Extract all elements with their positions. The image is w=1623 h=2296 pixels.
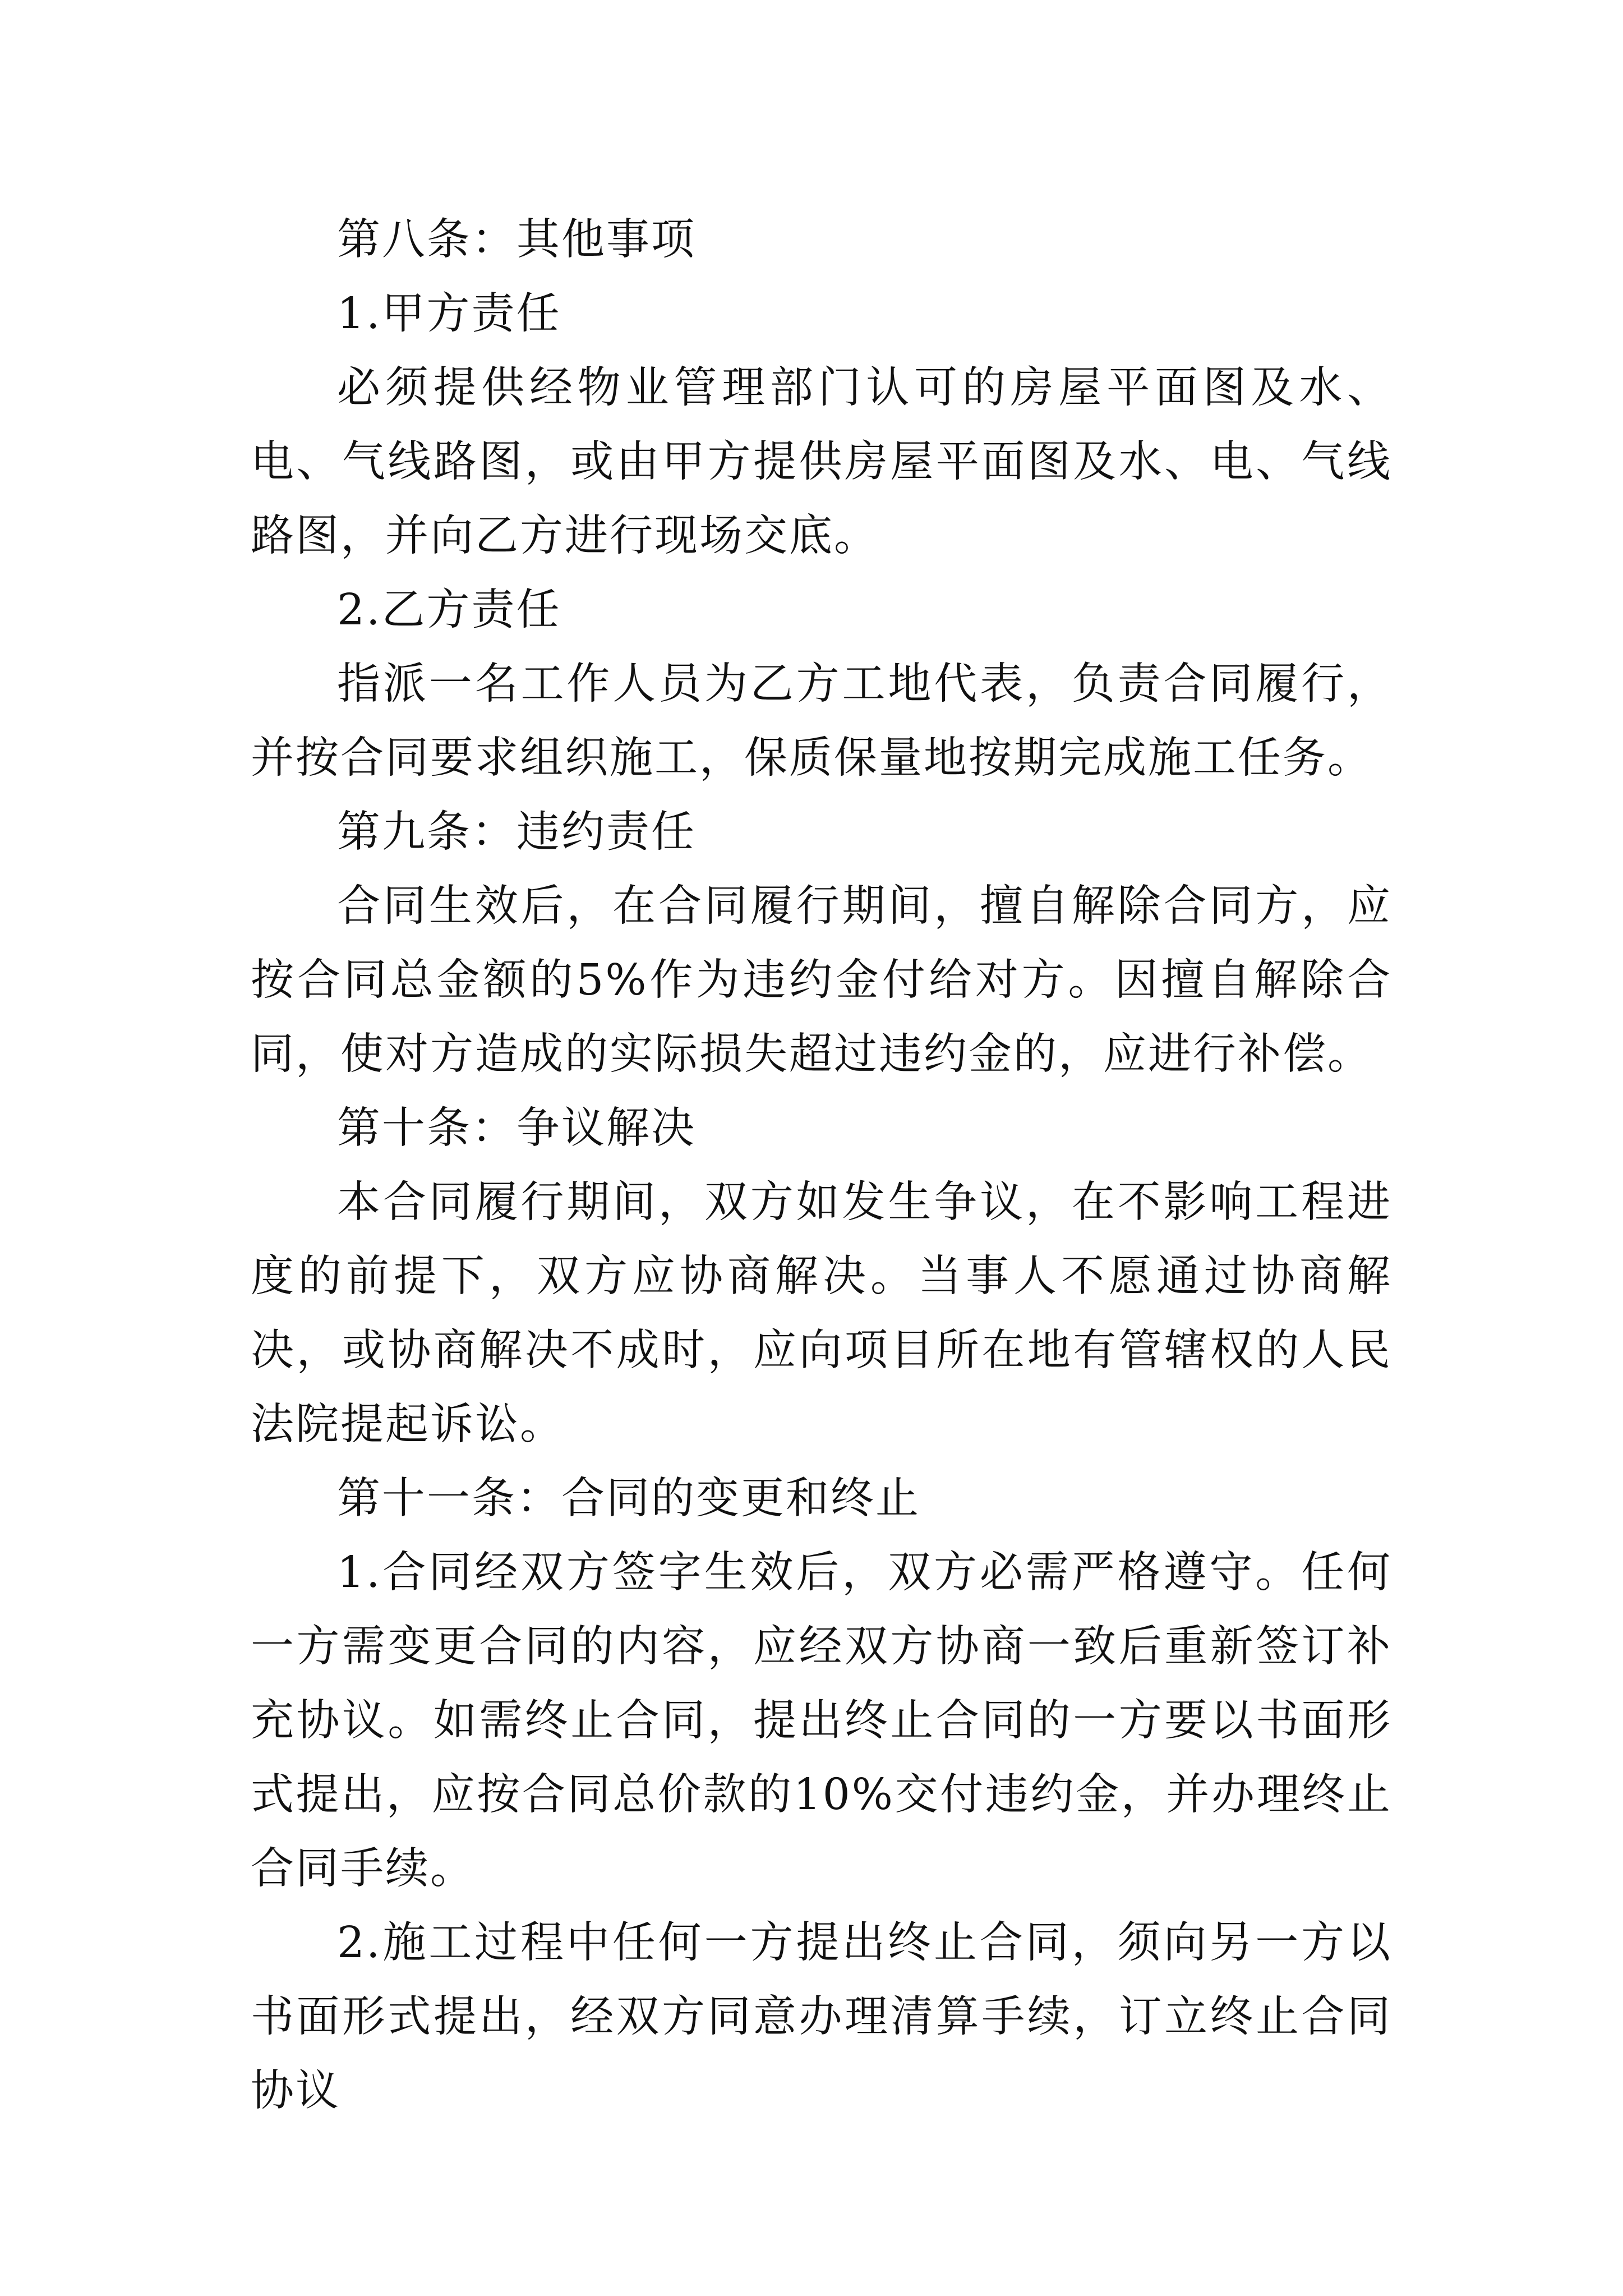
paragraph-contract-termination: 2.施工过程中任何一方提出终止合同，须向另一方以书面形式提出，经双方同意办理清算手续，订立终止合同协议 [251,1918,1392,2116]
section-heading-article-8: 第八条：其他事项 [337,215,696,265]
paragraph-party-b-duties: 指派一名工作人员为乙方工地代表，负责合同履行，并按合同要求组织施工，保质保量地按期完成施工任务。 [251,659,1392,783]
paragraph-party-a-duties: 必须提供经物业管理部门认可的房屋平面图及水、电、气线路图，或由甲方提供房屋平面图及水、电、气线路图，并向乙方进行现场交底。 [251,363,1392,561]
section-heading-article-10: 第十条：争议解决 [337,1103,696,1153]
section-heading-article-11: 第十一条：合同的变更和终止 [337,1474,920,1524]
subheading-party-b-responsibility: 2.乙方责任 [337,585,561,635]
paragraph-dispute-resolution: 本合同履行期间，双方如发生争议，在不影响工程进度的前提下，双方应协商解决。当事人不愿通过协商解决，或协商解决不成时，应向项目所在地有管辖权的人民法院提起诉讼。 [251,1177,1392,1450]
subheading-party-a-responsibility: 1.甲方责任 [337,289,561,339]
document-body [251,203,1392,2128]
paragraph-breach-liability: 合同生效后，在合同履行期间，擅自解除合同方，应按合同总金额的5%作为违约金付给对方。因擅自解除合同，使对方造成的实际损失超过违约金的，应进行补偿。 [251,881,1392,1079]
section-heading-article-9: 第九条：违约责任 [337,807,696,857]
paragraph-contract-change: 1.合同经双方签字生效后，双方必需严格遵守。任何一方需变更合同的内容，应经双方协商一致后重新签订补充协议。如需终止合同，提出终止合同的一方要以书面形式提出，应按合同总价款的10%交付违约金，并办理终止合同手续。 [251,1548,1392,1894]
